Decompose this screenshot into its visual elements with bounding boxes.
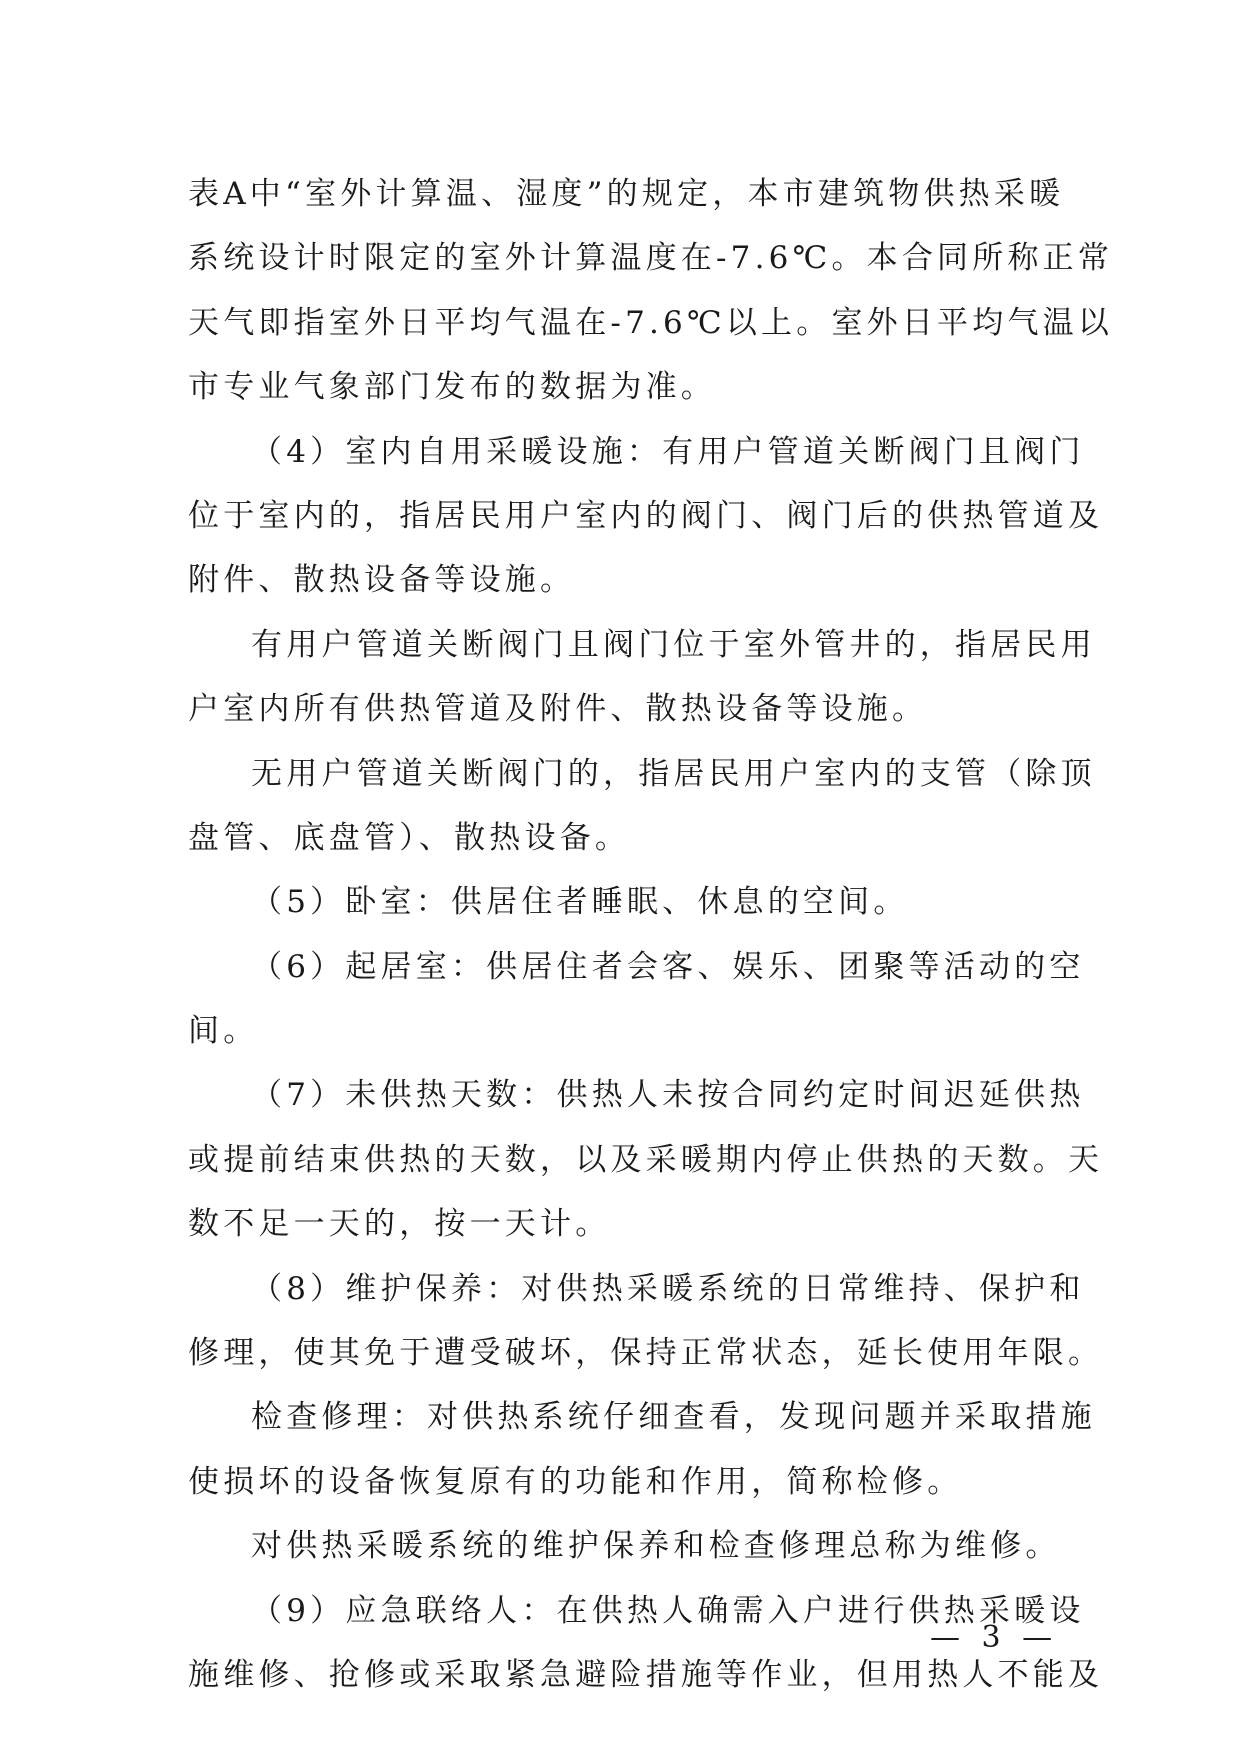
page-number: — 3 — <box>930 1620 1059 1655</box>
text-line: 附件、散热设备等设施。 <box>188 562 576 599</box>
text-line: （8）维护保养：对供热采暖系统的日常维持、保护和 <box>251 1270 1085 1307</box>
text-line: 位于室内的，指居民用户室内的阀门、阀门后的供热管道及 <box>188 497 1104 534</box>
text-line: 检查修理：对供热系统仔细查看，发现问题并采取措施 <box>251 1399 1096 1436</box>
text-line: （4）室内自用采暖设施：有用户管道关断阀门且阀门 <box>251 433 1085 470</box>
text-line: 修理，使其免于遭受破坏，保持正常状态，延长使用年限。 <box>188 1335 1104 1372</box>
text-line: 使损坏的设备恢复原有的功能和作用，简称检修。 <box>188 1463 963 1500</box>
text-line: 有用户管道关断阀门且阀门位于室外管井的，指居民用 <box>251 626 1096 663</box>
text-line: （5）卧室：供居住者睡眠、休息的空间。 <box>251 884 909 921</box>
text-line: 或提前结束供热的天数，以及采暖期内停止供热的天数。天 <box>188 1141 1104 1178</box>
text-line: 施维修、抢修或采取紧急避险措施等作业，但用热人不能及 <box>188 1656 1104 1693</box>
text-line: 数不足一天的，按一天计。 <box>188 1206 611 1243</box>
text-line: 盘管、底盘管）、散热设备。 <box>188 819 631 856</box>
text-line: 无用户管道关断阀门的，指居民用户室内的支管（除顶 <box>251 755 1096 792</box>
text-line: 系统设计时限定的室外计算温度在-7.6℃。本合同所称正常 <box>188 240 1114 277</box>
text-line: 市专业气象部门发布的数据为准。 <box>188 369 716 406</box>
text-line: 间。 <box>188 1013 259 1050</box>
text-line: 对供热采暖系统的维护保养和检查修理总称为维修。 <box>251 1528 1061 1565</box>
text-line: 户室内所有供热管道及附件、散热设备等设施。 <box>188 691 928 728</box>
text-line: （9）应急联络人：在供热人确需入户进行供热采暖设 <box>251 1592 1085 1629</box>
text-line: 天气即指室外日平均气温在-7.6℃以上。室外日平均气温以 <box>188 304 1114 341</box>
document-body <box>188 162 1114 1707</box>
text-line: 表A中“室外计算温、湿度”的规定，本市建筑物供热采暖 <box>188 176 1065 212</box>
text-line: （7）未供热天数：供热人未按合同约定时间迟延供热 <box>251 1077 1085 1114</box>
text-line: （6）起居室：供居住者会客、娱乐、团聚等活动的空 <box>251 948 1085 985</box>
